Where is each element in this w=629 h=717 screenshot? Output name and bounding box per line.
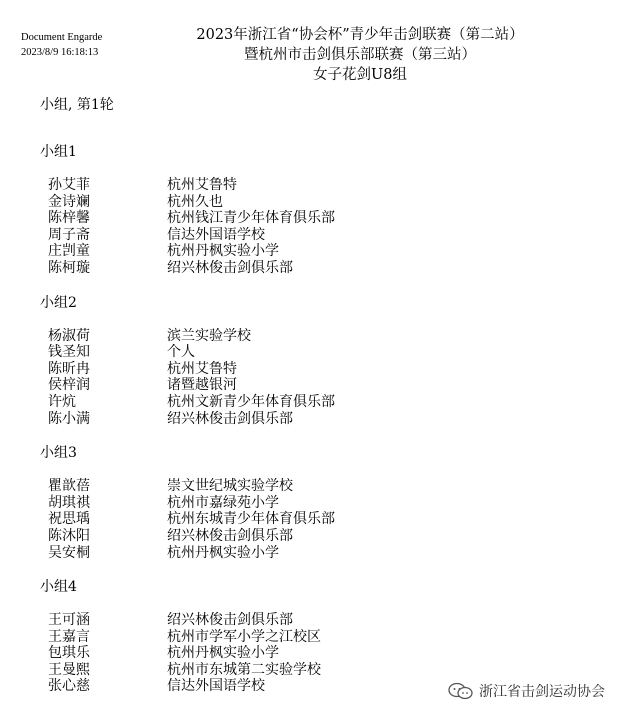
fencer-row	[40, 478, 600, 495]
fencer-name: 张心慈	[48, 678, 90, 695]
fencer-row	[40, 260, 600, 277]
fencer-club: 信达外国语学校	[167, 226, 265, 243]
fencer-row	[40, 344, 600, 361]
pool-group	[40, 142, 600, 277]
fencer-name: 孙艾菲	[48, 177, 90, 193]
pool-title: 小组2	[40, 294, 77, 311]
document-header	[140, 25, 580, 85]
fencer-club: 杭州市学军小学之江校区	[167, 628, 321, 645]
document-meta	[21, 30, 102, 60]
fencer-row	[40, 411, 600, 428]
fencer-name: 祝思瑀	[48, 511, 90, 528]
fencer-row	[40, 361, 600, 378]
fencer-name: 吴安桐	[48, 544, 90, 561]
fencer-name: 陈梓馨	[48, 210, 90, 227]
fencer-club: 杭州文新青少年体育俱乐部	[167, 393, 335, 410]
pool-title: 小组1	[40, 144, 77, 160]
fencer-club: 杭州市嘉绿苑小学	[167, 494, 279, 511]
fencer-row	[40, 394, 600, 411]
group-list	[40, 142, 600, 711]
pool-title: 小组3	[40, 445, 77, 462]
fencer-club: 绍兴林俊击剑俱乐部	[167, 259, 293, 276]
fencer-club: 杭州丹枫实验小学	[167, 243, 279, 260]
fencer-club: 滨兰实验学校	[167, 327, 251, 344]
fencer-club: 杭州市东城第二实验学校	[167, 661, 321, 678]
fencer-club: 杭州久也	[167, 193, 223, 210]
fencer-name: 包琪乐	[48, 645, 90, 662]
competition-subtitle: 暨杭州市击剑俱乐部联赛（第三站）	[244, 47, 476, 63]
fencer-name: 钱圣知	[48, 344, 90, 361]
watermark-text: 浙江省击剑运动协会	[479, 684, 605, 700]
fencer-row	[40, 662, 600, 679]
fencer-club: 杭州丹枫实验小学	[167, 645, 279, 662]
fencer-row	[40, 645, 600, 662]
fencer-club: 绍兴林俊击剑俱乐部	[167, 612, 293, 629]
fencer-name: 陈小满	[48, 410, 90, 427]
watermark	[447, 681, 605, 701]
fencer-club: 个人	[167, 344, 195, 361]
fencer-name: 王嘉言	[48, 628, 90, 645]
software-label: Document Engarde	[21, 32, 103, 43]
fencer-name: 周子斋	[48, 226, 90, 243]
fencer-club: 杭州艾鲁特	[167, 177, 237, 193]
fencer-name: 瞿歆蓓	[48, 478, 90, 495]
fencer-row	[40, 495, 600, 512]
competition-title: 2023年浙江省“协会杯”青少年击剑联赛（第二站）	[196, 27, 524, 43]
fencer-club: 诸暨越银河	[167, 377, 237, 394]
pool-group	[40, 577, 600, 695]
fencer-row	[40, 511, 600, 528]
fencer-name: 杨淑荷	[48, 327, 90, 344]
pool-title: 小组4	[40, 579, 77, 596]
fencer-row	[40, 177, 600, 194]
fencer-name: 陈柯璇	[48, 259, 90, 276]
fencer-club: 绍兴林俊击剑俱乐部	[167, 410, 293, 427]
fencer-row	[40, 612, 600, 629]
pool-group	[40, 443, 600, 561]
fencer-row	[40, 194, 600, 211]
fencer-row	[40, 328, 600, 345]
fencer-row	[40, 377, 600, 394]
fencer-club: 杭州东城青少年体育俱乐部	[167, 511, 335, 528]
fencer-name: 侯梓润	[48, 377, 90, 394]
pool-group	[40, 293, 600, 428]
fencer-name: 许炕	[48, 393, 76, 410]
fencer-name: 胡琪祺	[48, 494, 90, 511]
fencer-name: 王曼熙	[48, 661, 90, 678]
print-datetime: 2023/8/9 16:18:13	[21, 47, 99, 58]
wechat-icon	[447, 681, 475, 701]
fencer-club: 杭州丹枫实验小学	[167, 544, 279, 561]
fencer-row	[40, 227, 600, 244]
fencer-club: 信达外国语学校	[167, 678, 265, 695]
round-title: 小组, 第1轮	[40, 97, 114, 113]
fencer-name: 庄剀童	[48, 243, 90, 260]
fencer-club: 崇文世纪城实验学校	[167, 478, 293, 495]
fencer-club: 杭州艾鲁特	[167, 360, 237, 377]
fencer-club: 绍兴林俊击剑俱乐部	[167, 527, 293, 544]
fencer-club: 杭州钱江青少年体育俱乐部	[167, 210, 335, 227]
fencer-name: 金诗斓	[48, 193, 90, 210]
fencer-name: 王可涵	[48, 612, 90, 629]
event-title: 女子花剑U8组	[313, 67, 407, 83]
fencer-name: 陈沐阳	[48, 527, 90, 544]
fencer-row	[40, 210, 600, 227]
fencer-row	[40, 629, 600, 646]
fencer-name: 陈昕冉	[48, 360, 90, 377]
fencer-row	[40, 243, 600, 260]
fencer-row	[40, 545, 600, 562]
fencer-row	[40, 528, 600, 545]
